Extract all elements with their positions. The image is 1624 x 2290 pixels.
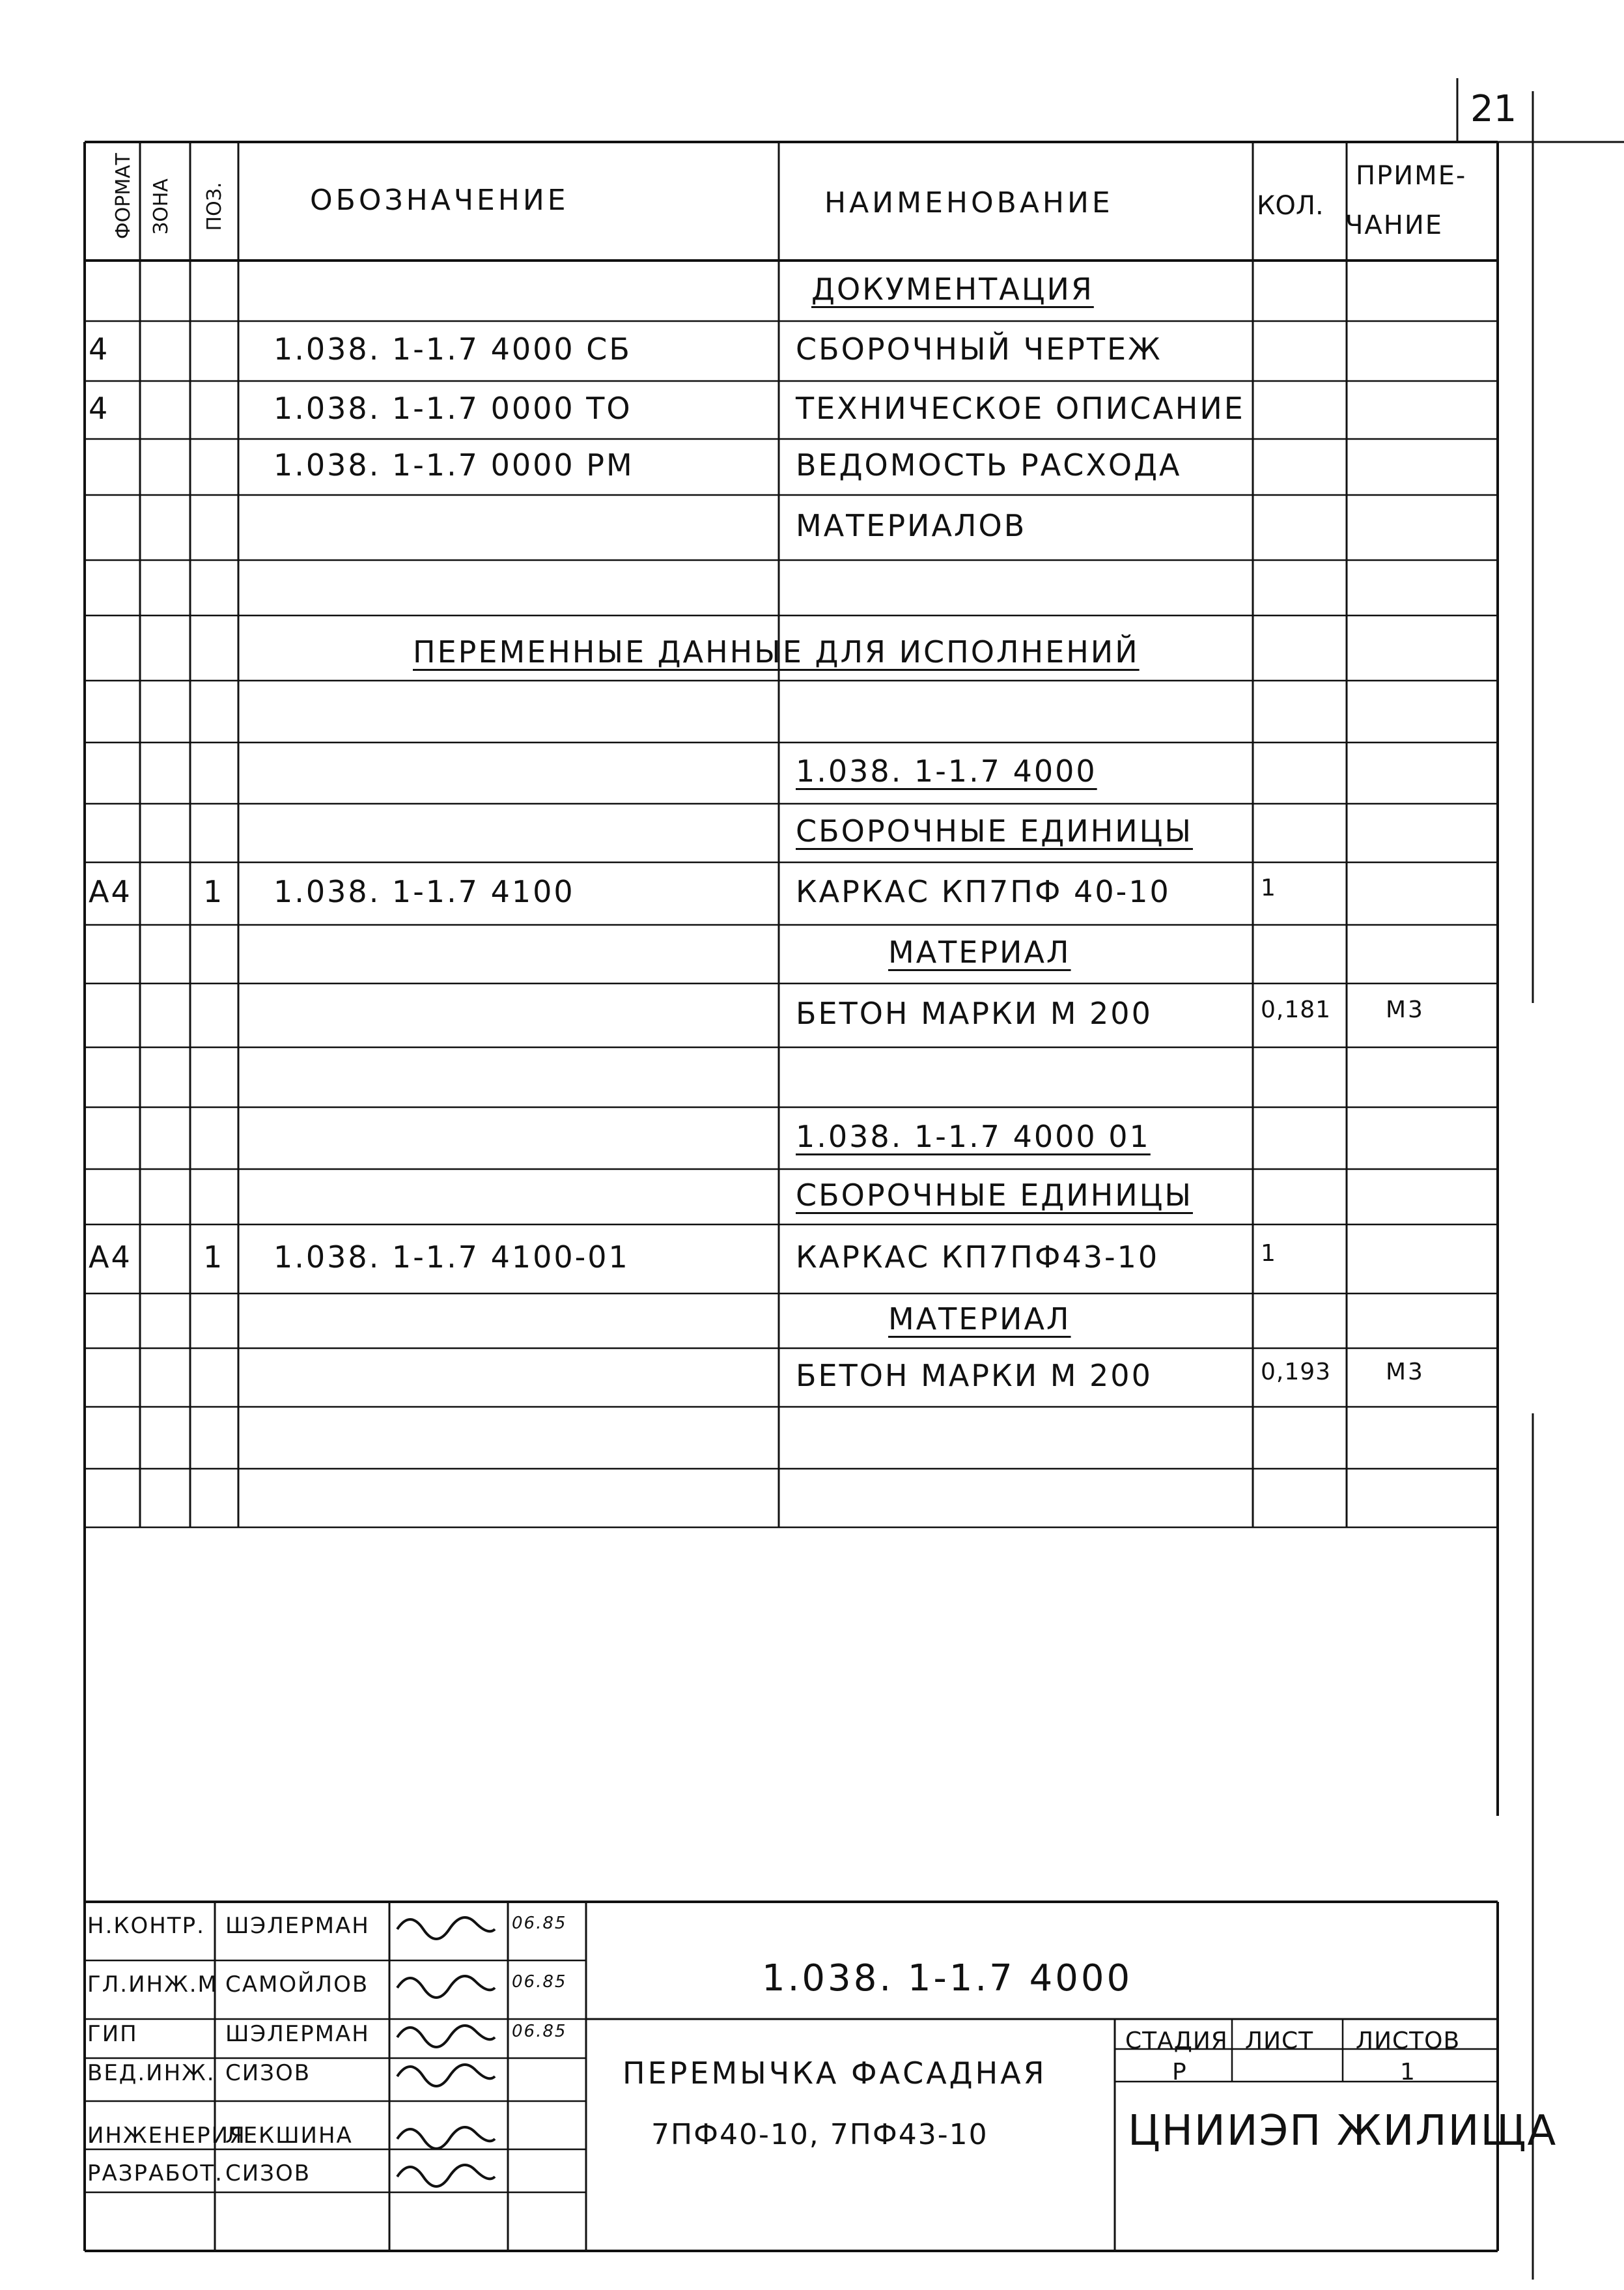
header-zone: ЗОНА <box>150 178 173 234</box>
sig-role: ИНЖЕНЕРИЯ <box>87 2123 246 2149</box>
product-variants: 7ПФ40-10, 7ПФ43-10 <box>651 2118 988 2151</box>
row-name: ДОКУМЕНТАЦИЯ <box>811 271 1094 307</box>
sig-role: ГЛ.ИНЖ.М <box>87 1972 218 1998</box>
organization: ЦНИИЭП ЖИЛИЩА <box>1128 2107 1558 2155</box>
row-format: 4 <box>89 332 110 367</box>
row-name: КАРКАС КП7ПФ 40-10 <box>796 874 1171 909</box>
header-pos: ПОЗ. <box>203 182 226 231</box>
handwritten-signature <box>397 2026 495 2047</box>
row-designation: 1.038. 1-1.7 4100-01 <box>273 1239 630 1275</box>
sig-date: 06.85 <box>512 2022 567 2041</box>
sig-date: 06.85 <box>512 1914 567 1933</box>
row-format: А4 <box>89 874 132 909</box>
row-pos: 1 <box>203 1239 225 1275</box>
row-name: 1.038. 1-1.7 4000 01 <box>796 1118 1151 1154</box>
header-qty: КОЛ. <box>1257 191 1324 221</box>
row-name: МАТЕРИАЛОВ <box>796 508 1027 543</box>
row-name: МАТЕРИАЛ <box>888 935 1071 970</box>
row-designation: 1.038. 1-1.7 0000 ТО <box>273 390 632 426</box>
row-name: 1.038. 1-1.7 4000 <box>796 754 1097 789</box>
header-name: НАИМЕНОВАНИЕ <box>824 186 1113 219</box>
document-code: 1.038. 1-1.7 4000 <box>762 1957 1133 2000</box>
row-qty: 0,193 <box>1261 1359 1332 1385</box>
row-designation: 1.038. 1-1.7 4000 СБ <box>273 332 632 367</box>
row-qty: 1 <box>1261 875 1276 901</box>
row-name: БЕТОН МАРКИ М 200 <box>796 1358 1153 1393</box>
sig-role: ВЕД.ИНЖ. <box>87 2060 216 2086</box>
handwritten-signature <box>397 2065 495 2086</box>
row-designation: 1.038. 1-1.7 4100 <box>273 874 575 909</box>
sig-date: 06.85 <box>512 1972 567 1992</box>
row-format: 4 <box>89 390 110 426</box>
row-name: МАТЕРИАЛ <box>888 1301 1071 1336</box>
handwritten-signature <box>397 1976 495 1998</box>
sig-role: Н.КОНТР. <box>87 1913 205 1939</box>
handwritten-signature <box>397 2127 495 2149</box>
sig-name: СИЗОВ <box>225 2060 311 2086</box>
row-format: А4 <box>89 1239 132 1275</box>
stage-value: Р <box>1172 2059 1187 2085</box>
sheet-label: ЛИСТ <box>1245 2028 1314 2054</box>
row-name: СБОРОЧНЫЕ ЕДИНИЦЫ <box>796 1177 1193 1213</box>
page-number: 21 <box>1470 88 1517 130</box>
row-name: ТЕХНИЧЕСКОЕ ОПИСАНИЕ <box>796 390 1245 426</box>
sheets-value: 1 <box>1400 2059 1416 2085</box>
product-name: ПЕРЕМЫЧКА ФАСАДНАЯ <box>623 2056 1047 2091</box>
row-qty: 0,181 <box>1261 997 1332 1023</box>
row-note: М3 <box>1386 997 1425 1023</box>
row-name: КАРКАС КП7ПФ43-10 <box>796 1239 1160 1275</box>
header-format: ФОРМАТ <box>112 152 135 240</box>
row-pos: 1 <box>203 874 225 909</box>
sig-name: ЛЕКШИНА <box>225 2123 353 2149</box>
sig-role: РАЗРАБОТ. <box>87 2160 223 2186</box>
handwritten-signature <box>397 1917 495 1939</box>
stage-label: СТАДИЯ <box>1125 2028 1228 2054</box>
sig-name: ШЭЛЕРМАН <box>225 1913 370 1939</box>
row-name: БЕТОН МАРКИ М 200 <box>796 996 1153 1031</box>
sig-name: САМОЙЛОВ <box>225 1972 369 1998</box>
handwritten-signature <box>397 2165 495 2186</box>
header-designation: ОБОЗНАЧЕНИЕ <box>310 184 569 217</box>
row-note: М3 <box>1386 1359 1425 1385</box>
row-name: ВЕДОМОСТЬ РАСХОДА <box>796 447 1182 483</box>
row-name: СБОРОЧНЫЕ ЕДИНИЦЫ <box>796 813 1193 849</box>
sig-role: ГИП <box>87 2021 138 2047</box>
sig-name: ШЭЛЕРМАН <box>225 2021 370 2047</box>
header-note-1: ПРИМЕ- <box>1356 161 1467 191</box>
sig-name: СИЗОВ <box>225 2160 311 2186</box>
section-title: ПЕРЕМЕННЫЕ ДАННЫЕ ДЛЯ ИСПОЛНЕНИЙ <box>413 634 1140 670</box>
row-designation: 1.038. 1-1.7 0000 РМ <box>273 447 634 483</box>
row-name: СБОРОЧНЫЙ ЧЕРТЕЖ <box>796 332 1162 367</box>
row-qty: 1 <box>1261 1240 1276 1267</box>
sheets-label: ЛИСТОВ <box>1356 2028 1461 2054</box>
header-note-2: ЧАНИЕ <box>1345 210 1444 240</box>
